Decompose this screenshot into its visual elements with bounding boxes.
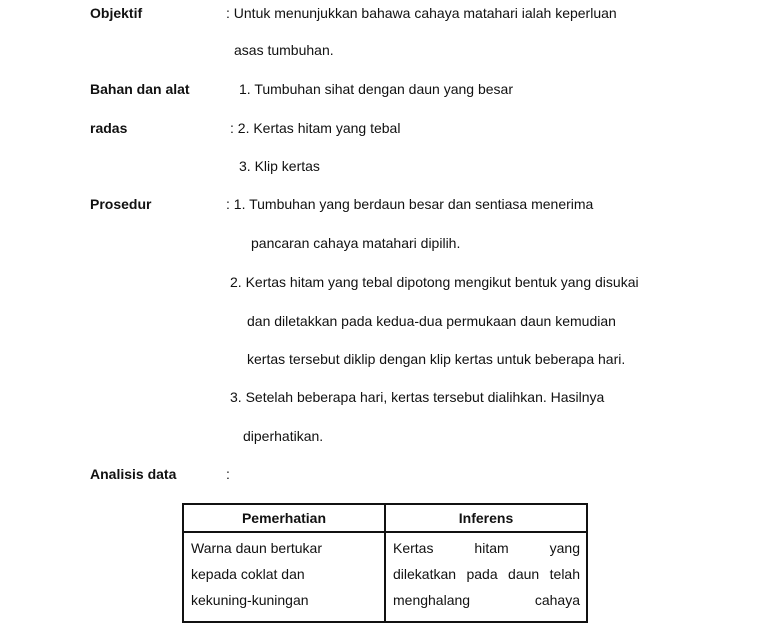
inferens-cell (385, 532, 587, 622)
header-pemerhatian: Pemerhatian (183, 504, 385, 532)
pemerhatian-line: Warna daun bertukar (191, 540, 322, 556)
header-inferens: Inferens (385, 504, 587, 532)
table-header-row (183, 504, 587, 532)
pemerhatian-line: kepada coklat dan (191, 566, 305, 582)
prosedur-line: 3. Setelah beberapa hari, kertas tersebut dialihkan. Hasilnya (230, 389, 605, 405)
pemerhatian-line: kekuning-kuningan (191, 592, 309, 608)
bahan-label-line2: radas (90, 120, 128, 136)
prosedur-label: Prosedur (90, 196, 152, 212)
analisis-label: Analisis data (90, 466, 177, 482)
objektif-text-line2: asas tumbuhan. (234, 42, 334, 58)
objektif-text-line1: : Untuk menunjukkan bahawa cahaya matahari ialah keperluan (226, 5, 617, 21)
bahan-item: : 2. Kertas hitam yang tebal (230, 120, 401, 136)
prosedur-line: kertas tersebut diklip dengan klip kertas untuk beberapa hari. (247, 351, 626, 367)
bahan-item: 3. Klip kertas (239, 158, 320, 174)
prosedur-line: 2. Kertas hitam yang tebal dipotong mengikut bentuk yang disukai (230, 274, 639, 290)
bahan-item: 1. Tumbuhan sihat dengan daun yang besar (239, 81, 513, 97)
table-row (183, 532, 587, 622)
pemerhatian-cell (183, 532, 385, 622)
analisis-colon: : (226, 466, 230, 482)
objektif-label: Objektif (90, 5, 143, 21)
prosedur-line: dan diletakkan pada kedua-dua permukaan daun kemudian (247, 313, 616, 329)
prosedur-line: diperhatikan. (243, 428, 324, 444)
inferens-line: menghalang cahaya (393, 592, 580, 608)
inferens-line: Kertas hitam yang (393, 540, 580, 556)
bahan-label-line1: Bahan dan alat (90, 81, 190, 97)
prosedur-line: pancaran cahaya matahari dipilih. (251, 235, 461, 251)
inferens-line: dilekatkan pada daun telah (393, 566, 580, 582)
prosedur-line: : 1. Tumbuhan yang berdaun besar dan sentiasa menerima (226, 196, 594, 212)
analisis-table (182, 503, 588, 623)
